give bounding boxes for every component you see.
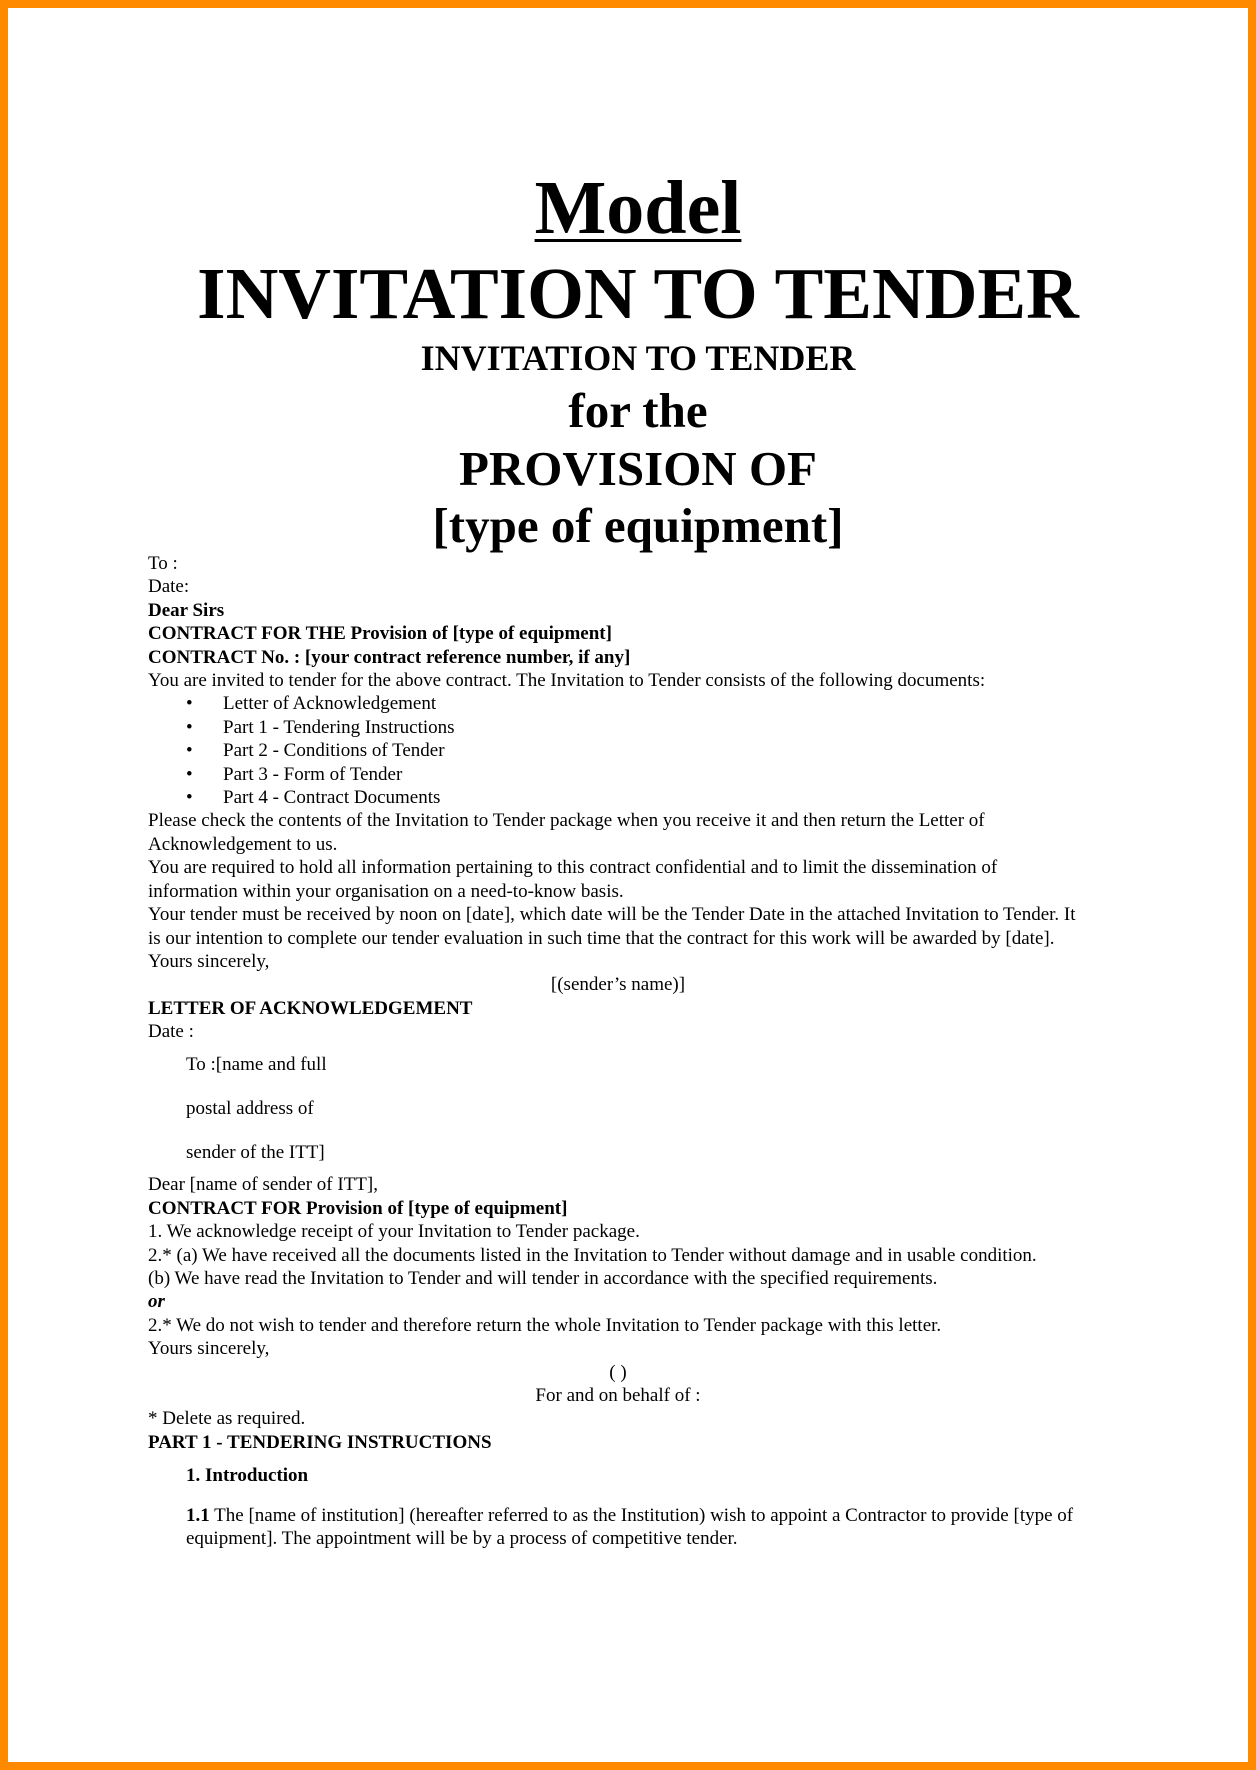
title-model: Model (534, 166, 742, 250)
title-provision-of: PROVISION OF (458, 441, 817, 496)
part1-heading: PART 1 - TENDERING INSTRUCTIONS (148, 1431, 492, 1453)
letter-salutation: Dear Sirs (148, 599, 225, 621)
letter-to: To : (148, 553, 178, 574)
document-body (148, 552, 1088, 1550)
letter-closing: Yours sincerely, (148, 950, 270, 972)
ack-or: or (148, 1291, 165, 1313)
bullet-icon: • (186, 787, 193, 809)
list-item: • Part 3 - Form of Tender (186, 763, 403, 785)
ack-item-2-alt: 2.* We do not wish to tender and therefore return the whole Invitation to Tender package with this letter. (148, 1314, 942, 1336)
part1-section-title: 1. Introduction (186, 1465, 309, 1487)
address-line: sender of the ITT] (186, 1142, 325, 1164)
ack-behalf: For and on behalf of : (535, 1384, 701, 1406)
list-item: • Part 1 - Tendering Instructions (186, 716, 455, 738)
list-item: • Part 4 - Contract Documents (186, 787, 441, 809)
para-deadline: Your tender must be received by noon on [date], which date will be the Tender Date in the attached Invitation to Tender. It is our intention to complete our tender evaluation in such time that the contract for this work will be awarded by [date]. (148, 904, 1076, 949)
ack-closing: Yours sincerely, (148, 1338, 270, 1360)
ack-item-1: 1. We acknowledge receipt of your Invitation to Tender package. (148, 1221, 640, 1243)
bullet-icon: • (186, 693, 193, 715)
bullet-icon: • (186, 716, 193, 738)
letter-intro: You are invited to tender for the above contract. The Invitation to Tender consists of the following documents: (148, 670, 986, 692)
clause-text: The [name of institution] (hereafter referred to as the Institution) wish to appoint a Contractor to provide [type of equipment]. The appointment will be by a process of competitive tender. (186, 1504, 1074, 1549)
ack-address (148, 1044, 1088, 1174)
ack-signature: ( ) (609, 1361, 627, 1383)
part1-clause (148, 1504, 1088, 1551)
ack-heading: LETTER OF ACKNOWLEDGEMENT (148, 997, 473, 1019)
ack-date: Date : (148, 1021, 194, 1043)
list-item: • Letter of Acknowledgement (186, 693, 437, 715)
ack-contract-for: CONTRACT FOR Provision of [type of equipment] (148, 1197, 568, 1219)
bullet-icon: • (186, 763, 193, 785)
letter-date: Date: (148, 576, 190, 598)
document-list (148, 692, 1088, 809)
bullet-icon: • (186, 740, 193, 762)
title-equipment: [type of equipment] (432, 498, 844, 553)
letter-contract-no: CONTRACT No. : [your contract reference number, if any] (148, 646, 631, 668)
ack-salutation: Dear [name of sender of ITT], (148, 1174, 378, 1196)
letter-contract-for: CONTRACT FOR THE Provision of [type of equipment] (148, 623, 612, 645)
ack-footnote: * Delete as required. (148, 1408, 306, 1430)
para-confidential: You are required to hold all information pertaining to this contract confidential and to limit the dissemination of information within your organisation on a need-to-know basis. (148, 857, 998, 902)
title-sub: INVITATION TO TENDER (420, 338, 856, 378)
title-for-the: for the (568, 383, 708, 438)
para-check: Please check the contents of the Invitation to Tender package when you receive it and then return the Letter of Acknowledgement to us. (148, 810, 985, 855)
address-line: To :[name and full (186, 1053, 327, 1075)
clause-number: 1.1 (186, 1504, 210, 1526)
title-main: INVITATION TO TENDER (197, 253, 1079, 334)
address-line: postal address of (186, 1097, 314, 1119)
ack-item-2b: (b) We have read the Invitation to Tender and will tender in accordance with the specified requirements. (148, 1267, 938, 1289)
sender-name: [(sender’s name)] (550, 974, 686, 996)
ack-item-2a: 2.* (a) We have received all the documents listed in the Invitation to Tender without damage and in usable condition. (148, 1244, 1037, 1266)
list-item: • Part 2 - Conditions of Tender (186, 740, 445, 762)
